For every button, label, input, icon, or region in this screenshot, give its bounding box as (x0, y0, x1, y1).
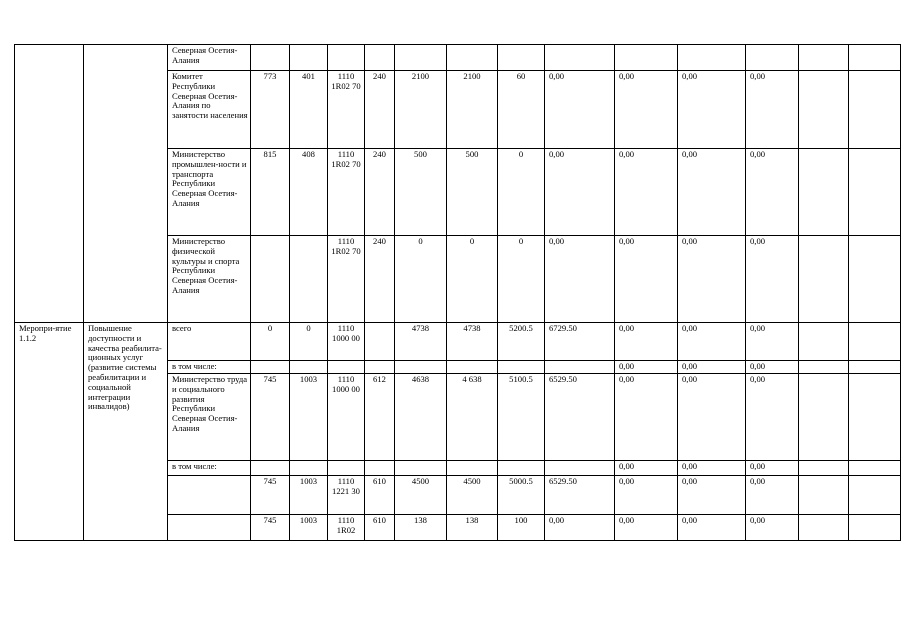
table-cell (799, 323, 849, 361)
table-cell: 0,00 (678, 323, 746, 361)
table-cell (799, 374, 849, 461)
table-cell: 0,00 (615, 71, 678, 149)
table-row (15, 45, 901, 71)
table-cell: 0 (395, 236, 447, 323)
table-cell (799, 149, 849, 236)
table-cell: 60 (498, 71, 545, 149)
table-cell: 0,00 (678, 361, 746, 374)
table-cell: 0,00 (615, 476, 678, 515)
table-cell: 500 (395, 149, 447, 236)
table-cell: 4738 (447, 323, 498, 361)
table-cell: 0 (251, 323, 290, 361)
table-cell: 0,00 (678, 476, 746, 515)
table-cell: 0 (498, 236, 545, 323)
table-cell (365, 361, 395, 374)
table-cell (290, 45, 328, 71)
table-cell: 610 (365, 515, 395, 541)
table-cell: 773 (251, 71, 290, 149)
table-cell (545, 461, 615, 476)
table-cell: 2100 (447, 71, 498, 149)
table-cell: 1003 (290, 476, 328, 515)
table-cell: 612 (365, 374, 395, 461)
table-cell: 745 (251, 476, 290, 515)
table-cell: 5200.5 (498, 323, 545, 361)
table-cell (849, 236, 901, 323)
table-cell (365, 323, 395, 361)
table-cell: 1110 1R02 70 (328, 71, 365, 149)
table-cell: 0,00 (746, 461, 799, 476)
table-cell: Северная Осетия-Алания (168, 45, 251, 71)
table-cell (290, 361, 328, 374)
table-cell (168, 515, 251, 541)
table-cell: 1003 (290, 374, 328, 461)
table-cell (251, 461, 290, 476)
table-cell: 5000.5 (498, 476, 545, 515)
table-cell: 815 (251, 149, 290, 236)
budget-table (14, 44, 901, 541)
table-cell: Министерство труда и социального развития Республики Северная Осетия-Алания (168, 374, 251, 461)
table-cell: 1110 1R02 70 (328, 236, 365, 323)
table-cell: 0,00 (678, 374, 746, 461)
table-cell (746, 45, 799, 71)
table-cell (849, 515, 901, 541)
table-cell: 0,00 (545, 149, 615, 236)
table-cell: 0,00 (678, 236, 746, 323)
table-cell: 138 (447, 515, 498, 541)
table-cell (849, 149, 901, 236)
table-cell: 6729.50 (545, 323, 615, 361)
table-cell (615, 45, 678, 71)
table-cell (799, 71, 849, 149)
table-cell: 0,00 (615, 461, 678, 476)
table-cell: 0,00 (615, 515, 678, 541)
table-cell (365, 461, 395, 476)
table-row (15, 323, 901, 361)
event-name-cell: Повышение доступности и качества реабилита-ционных услуг (развитие системы реабилитации и социальной интеграции инвалидов) (84, 323, 168, 541)
table-cell: 401 (290, 71, 328, 149)
table-cell (799, 236, 849, 323)
table-cell (447, 361, 498, 374)
table-cell: 0,00 (746, 374, 799, 461)
table-cell: 0,00 (746, 361, 799, 374)
table-cell: 500 (447, 149, 498, 236)
table-cell: 0 (447, 236, 498, 323)
table-cell: 0,00 (746, 323, 799, 361)
table-cell: 408 (290, 149, 328, 236)
table-cell: 4 638 (447, 374, 498, 461)
table-cell (498, 361, 545, 374)
table-cell: 1110 1221 30 (328, 476, 365, 515)
table-cell (395, 45, 447, 71)
table-cell: всего (168, 323, 251, 361)
table-cell: Министерство физической культуры и спорта Республики Северная Осетия-Алания (168, 236, 251, 323)
table-cell: 0,00 (545, 236, 615, 323)
table-cell (290, 461, 328, 476)
table-cell (849, 323, 901, 361)
table-cell (545, 45, 615, 71)
table-cell: 0,00 (678, 515, 746, 541)
table-cell: Министерство промышлен-ности и транспорта Республики Северная Осетия-Алания (168, 149, 251, 236)
table-cell: 0,00 (746, 149, 799, 236)
table-cell (447, 45, 498, 71)
table-cell: 240 (365, 71, 395, 149)
table-cell: в том числе: (168, 461, 251, 476)
table-cell: 4638 (395, 374, 447, 461)
table-cell (799, 361, 849, 374)
table-cell (395, 461, 447, 476)
table-cell: 0,00 (746, 515, 799, 541)
table-cell (498, 461, 545, 476)
table-cell: 0,00 (746, 236, 799, 323)
table-cell (799, 476, 849, 515)
table-cell-merged-b (84, 45, 168, 323)
table-cell (251, 361, 290, 374)
table-cell: Комитет Республики Северная Осетия-Алания по занятости населения (168, 71, 251, 149)
table-cell: 0,00 (545, 515, 615, 541)
table-cell (849, 476, 901, 515)
table-cell (365, 45, 395, 71)
table-cell: 0 (498, 149, 545, 236)
table-cell: 0,00 (678, 461, 746, 476)
table-cell (849, 361, 901, 374)
table-cell: 0,00 (678, 149, 746, 236)
table-cell (849, 71, 901, 149)
table-cell: 2100 (395, 71, 447, 149)
table-cell (251, 45, 290, 71)
table-cell: 745 (251, 515, 290, 541)
table-cell: 1110 1000 00 (328, 323, 365, 361)
table-cell (251, 236, 290, 323)
table-cell (168, 476, 251, 515)
table-cell: 610 (365, 476, 395, 515)
table-cell (545, 361, 615, 374)
table-cell (799, 45, 849, 71)
table-cell: 0,00 (678, 71, 746, 149)
table-cell (849, 461, 901, 476)
table-cell: 0,00 (746, 476, 799, 515)
table-cell: 6529.50 (545, 476, 615, 515)
table-cell: 1110 1R02 70 (328, 149, 365, 236)
table-cell: 0,00 (545, 71, 615, 149)
table-cell: 4500 (447, 476, 498, 515)
table-cell (290, 236, 328, 323)
table-cell: 240 (365, 236, 395, 323)
table-cell (849, 45, 901, 71)
table-cell (395, 361, 447, 374)
table-cell (447, 461, 498, 476)
table-cell: 0,00 (615, 374, 678, 461)
table-cell: 0,00 (615, 149, 678, 236)
table-cell (799, 461, 849, 476)
table-cell: 138 (395, 515, 447, 541)
table-cell: 0,00 (615, 361, 678, 374)
table-cell (328, 361, 365, 374)
table-cell: 4738 (395, 323, 447, 361)
table-cell: 1110 1000 00 (328, 374, 365, 461)
table-cell: 0,00 (746, 71, 799, 149)
table-cell (849, 374, 901, 461)
table-cell (799, 515, 849, 541)
table-cell: 6529.50 (545, 374, 615, 461)
table-cell: 1110 1R02 (328, 515, 365, 541)
table-cell: 745 (251, 374, 290, 461)
table-cell: 240 (365, 149, 395, 236)
table-cell: 0,00 (615, 323, 678, 361)
table-cell: 5100.5 (498, 374, 545, 461)
table-cell: в том числе: (168, 361, 251, 374)
table-cell: 0,00 (615, 236, 678, 323)
table-cell (498, 45, 545, 71)
table-cell (328, 45, 365, 71)
table-cell (328, 461, 365, 476)
table-cell: 4500 (395, 476, 447, 515)
table-cell (678, 45, 746, 71)
table-cell: 0 (290, 323, 328, 361)
table-cell: 100 (498, 515, 545, 541)
table-cell-merged-a (15, 45, 84, 323)
table-cell: 1003 (290, 515, 328, 541)
event-number-cell: Меропри-ятие 1.1.2 (15, 323, 84, 541)
